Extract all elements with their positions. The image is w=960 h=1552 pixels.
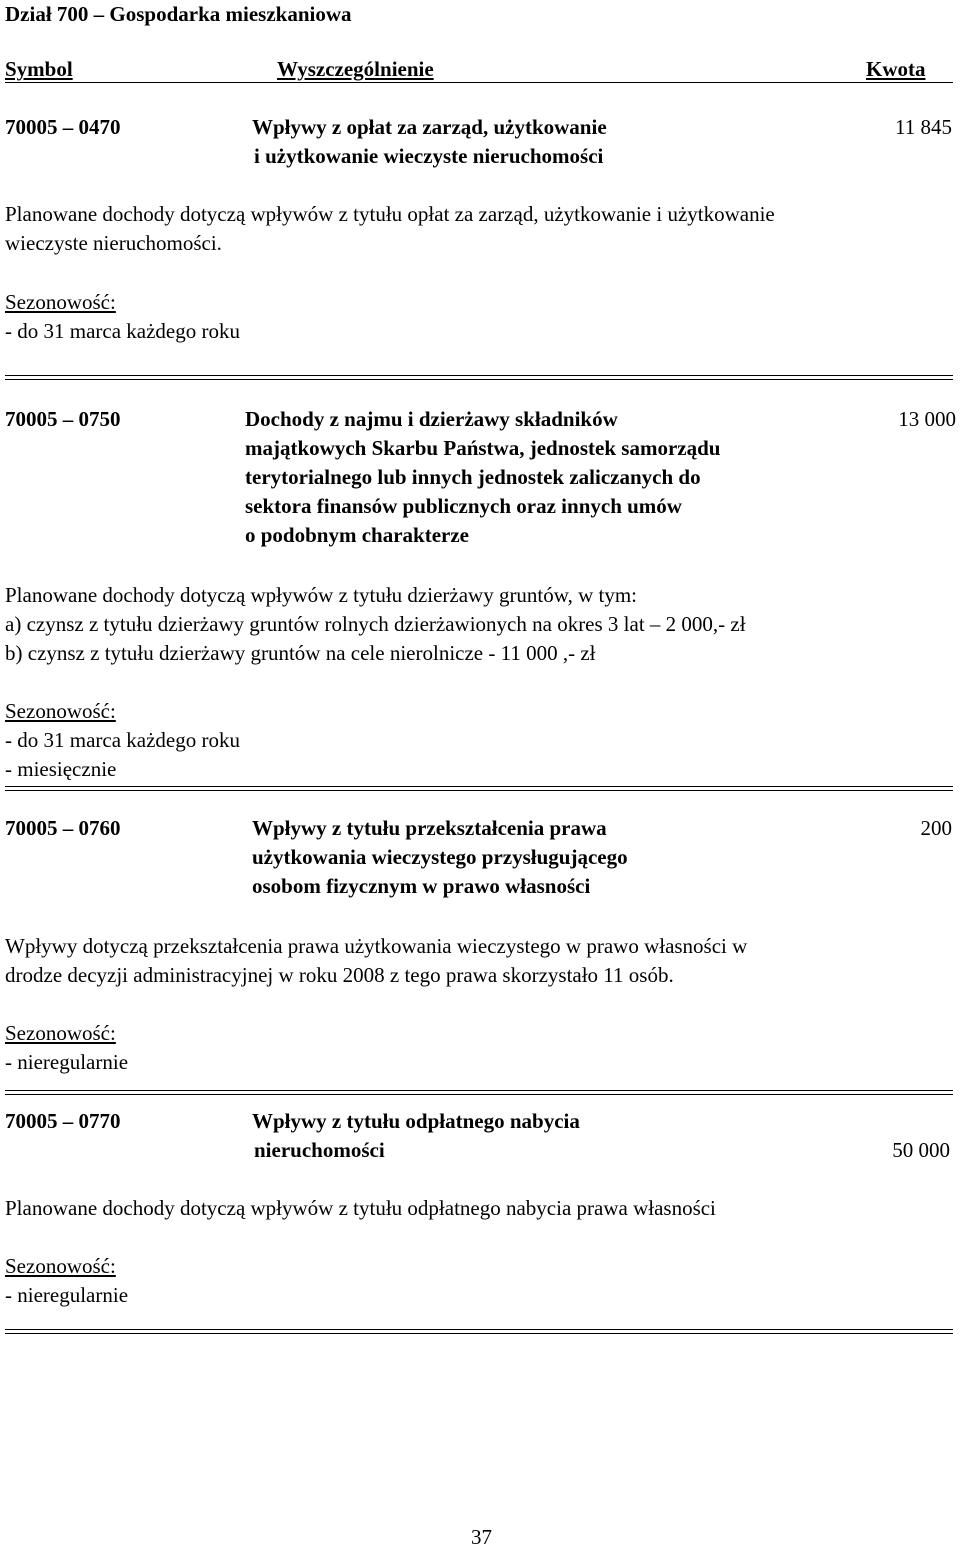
item-description-line: sektora finansów publicznych oraz innych umów xyxy=(245,494,682,518)
item-amount: 13 000 xyxy=(898,407,956,431)
item-description-line: majątkowych Skarbu Państwa, jednostek samorządu xyxy=(245,436,721,460)
list-item: b) czynsz z tytułu dzierżawy gruntów na cele nierolnicze - 11 000 ,- zł xyxy=(5,641,596,665)
item-description-line: i użytkowanie wieczyste nieruchomości xyxy=(254,144,604,168)
seasonality-label: Sezonowość: xyxy=(5,1021,116,1045)
section-double-rule xyxy=(5,375,953,380)
item-amount: 200 xyxy=(920,816,952,840)
header-symbol: Symbol xyxy=(5,57,73,81)
seasonality-value: - miesięcznie xyxy=(5,757,117,781)
seasonality-label: Sezonowość: xyxy=(5,699,116,723)
item-description-line: nieruchomości xyxy=(254,1138,385,1162)
item-text-line: drodze decyzji administracyjnej w roku 2008 z tego prawa skorzystało 11 osób. xyxy=(5,963,674,987)
item-text-line: Planowane dochody dotyczą wpływów z tytułu odpłatnego nabycia prawa własności xyxy=(5,1196,716,1220)
item-description-line: Wpływy z tytułu odpłatnego nabycia xyxy=(252,1109,580,1133)
item-text-line: wieczyste nieruchomości. xyxy=(5,231,222,255)
seasonality-label: Sezonowość: xyxy=(5,290,116,314)
item-amount: 50 000 xyxy=(892,1138,950,1162)
item-description-line: terytorialnego lub innych jednostek zaliczanych do xyxy=(245,465,701,489)
item-text-line: Wpływy dotyczą przekształcenia prawa użytkowania wieczystego w prawo własności w xyxy=(5,934,748,958)
section-title: Dział 700 – Gospodarka mieszkaniowa xyxy=(5,2,352,26)
section-double-rule xyxy=(5,1329,953,1334)
item-text-line: Planowane dochody dotyczą wpływów z tytułu opłat za zarząd, użytkowanie i użytkowanie xyxy=(5,202,775,226)
item-description-line: Wpływy z tytułu przekształcenia prawa xyxy=(252,816,607,840)
item-text-line: Planowane dochody dotyczą wpływów z tytułu dzierżawy gruntów, w tym: xyxy=(5,583,637,607)
seasonality-value: - nieregularnie xyxy=(5,1283,129,1307)
header-description: Wyszczególnienie xyxy=(277,57,434,81)
seasonality-value: - do 31 marca każdego roku xyxy=(5,728,240,752)
item-symbol: 70005 – 0760 xyxy=(5,816,121,840)
page-number: 37 xyxy=(471,1525,492,1549)
header-amount: Kwota xyxy=(866,57,926,81)
list-item: a) czynsz z tytułu dzierżawy gruntów rolnych dzierżawionych na okres 3 lat – 2 000,- zł xyxy=(5,612,746,636)
section-double-rule xyxy=(5,786,953,791)
item-description-line: o podobnym charakterze xyxy=(245,523,469,547)
item-description-line: użytkowania wieczystego przysługującego xyxy=(252,845,628,869)
item-description-line: Wpływy z opłat za zarząd, użytkowanie xyxy=(252,115,607,139)
header-rule xyxy=(5,82,953,83)
item-symbol: 70005 – 0750 xyxy=(5,407,121,431)
seasonality-label: Sezonowość: xyxy=(5,1254,116,1278)
section-double-rule xyxy=(5,1090,953,1095)
item-symbol: 70005 – 0470 xyxy=(5,115,121,139)
item-symbol: 70005 – 0770 xyxy=(5,1109,121,1133)
seasonality-value: - nieregularnie xyxy=(5,1050,129,1074)
item-amount: 11 845 xyxy=(895,115,952,139)
item-description-line: osobom fizycznym w prawo własności xyxy=(252,874,591,898)
item-description-line: Dochody z najmu i dzierżawy składników xyxy=(245,407,618,431)
seasonality-value: - do 31 marca każdego roku xyxy=(5,319,240,343)
